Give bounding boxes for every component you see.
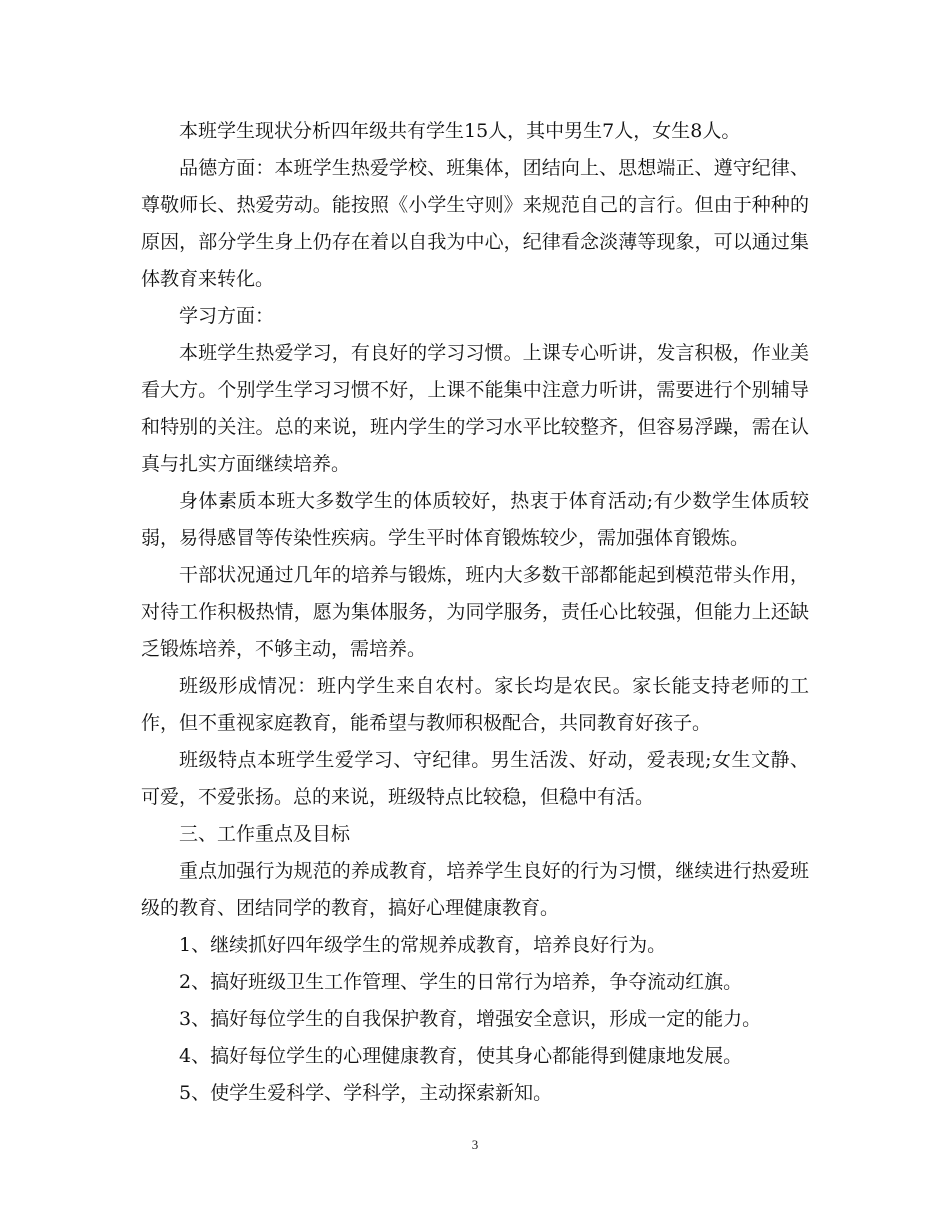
heading-work-goals: 三、工作重点及目标	[179, 823, 351, 845]
document-body	[141, 113, 809, 1112]
paragraph-work-focus: 重点加强行为规范的养成教育，培养学生良好的行为习惯，继续进行热爱班级的教育、团结同学的教育，搞好心理健康教育。	[141, 860, 809, 919]
paragraph-class-formation: 班级形成情况：班内学生来自农村。家长均是农民。家长能支持老师的工作，但不重视家庭教育，能希望与教师积极配合，共同教育好孩子。	[141, 675, 809, 734]
list-item-goal-4: 4、搞好每位学生的心理健康教育，使其身心都能得到健康地发展。	[179, 1045, 743, 1067]
heading-study: 学习方面：	[179, 305, 275, 327]
paragraph-physical-fitness: 身体素质本班大多数学生的体质较好，热衷于体育活动;有少数学生体质较弱，易得感冒等传染性疾病。学生平时体育锻炼较少，需加强体育锻炼。	[141, 490, 809, 549]
paragraph-class-traits: 班级特点本班学生爱学习、守纪律。男生活泼、好动，爱表现;女生文静、可爱，不爱张扬。总的来说，班级特点比较稳，但稳中有活。	[141, 749, 809, 808]
list-item-goal-3: 3、搞好每位学生的自我保护教育，增强安全意识，形成一定的能力。	[179, 1008, 762, 1030]
paragraph-study: 本班学生热爱学习，有良好的学习习惯。上课专心听讲，发言积极，作业美看大方。个别学生学习习惯不好，上课不能集中注意力听讲，需要进行个别辅导和特别的关注。总的来说，班内学生的学习水平比较整齐，但容易浮躁，需在认真与扎实方面继续培养。	[141, 342, 809, 475]
paragraph-moral-character: 品德方面：本班学生热爱学校、班集体，团结向上、思想端正、遵守纪律、尊敬师长、热爱劳动。能按照《小学生守则》来规范自己的言行。但由于种种的原因，部分学生身上仍存在着以自我为中心，纪律看念淡薄等现象，可以通过集体教育来转化。	[141, 157, 809, 290]
paragraph-class-leaders: 干部状况通过几年的培养与锻炼，班内大多数干部都能起到模范带头作用，对待工作积极热情，愿为集体服务，为同学服务，责任心比较强，但能力上还缺乏锻炼培养，不够主动，需培养。	[141, 564, 809, 660]
list-item-goal-1: 1、继续抓好四年级学生的常规养成教育，培养良好行为。	[179, 934, 667, 956]
paragraph-student-overview: 本班学生现状分析四年级共有学生15人，其中男生7人，女生8人。	[179, 120, 741, 142]
page-number: 3	[471, 1137, 479, 1152]
list-item-goal-5: 5、使学生爱科学、学科学，主动探索新知。	[179, 1082, 553, 1104]
list-item-goal-2: 2、搞好班级卫生工作管理、学生的日常行为培养，争夺流动红旗。	[179, 971, 743, 993]
